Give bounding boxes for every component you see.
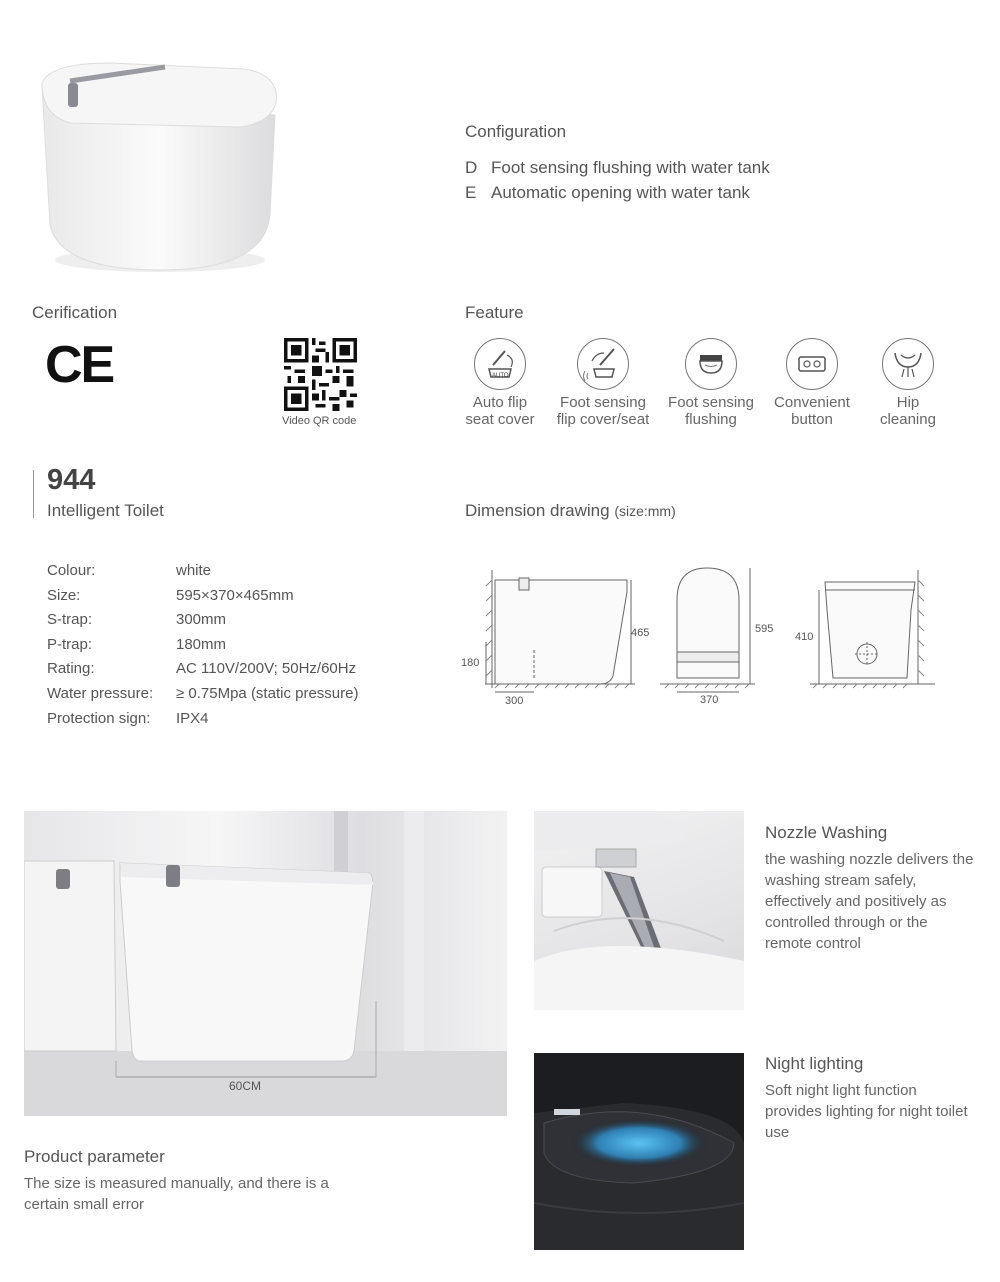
- spec-key: Colour:: [47, 562, 96, 579]
- spec-key: S-trap:: [47, 611, 93, 629]
- spec-row: [47, 611, 358, 636]
- qr-code-icon: [284, 338, 357, 411]
- ce-mark: CE: [45, 336, 114, 394]
- foot-sensing-flush-icon: [685, 338, 737, 390]
- spec-value: 300mm: [176, 611, 227, 629]
- product-parameter-desc: The size is measured manually, and there is a certain small error: [24, 1175, 329, 1213]
- dim-label-595: 595: [755, 623, 774, 635]
- qr-caption: Video QR code: [282, 415, 357, 427]
- spec-row: [47, 660, 358, 685]
- spec-value: 595×370×465mm: [176, 586, 294, 604]
- spec-value: 180mm: [176, 635, 227, 653]
- product-name: Intelligent Toilet: [47, 501, 164, 520]
- night-title: Night lighting: [765, 1054, 864, 1073]
- foot-sensing-flip-icon: [577, 338, 629, 390]
- spec-row: [47, 587, 358, 612]
- configuration-letter: E: [465, 183, 477, 202]
- spec-row: [47, 685, 358, 710]
- feature-label: Foot sensing: [668, 394, 754, 411]
- nozzle-title: Nozzle Washing: [765, 823, 888, 842]
- configuration-text: Automatic opening with water tank: [491, 183, 750, 202]
- hip-cleaning-icon: [882, 338, 934, 390]
- feature-label: flip cover/seat: [556, 411, 650, 428]
- auto-label: AUTO: [492, 373, 509, 379]
- title-divider: [33, 470, 34, 518]
- spec-value: AC 110V/200V; 50Hz/60Hz: [176, 660, 357, 678]
- feature-label: Foot sensing: [560, 394, 646, 411]
- product-hero-image: [30, 55, 290, 285]
- configuration-item: [465, 183, 770, 208]
- configuration-list: [465, 158, 770, 208]
- photo-measure-caption: 60CM: [229, 1079, 262, 1093]
- spec-key: Rating:: [47, 660, 95, 678]
- spec-row: [47, 562, 358, 587]
- configuration-text: Foot sensing flushing with water tank: [491, 158, 770, 177]
- feature-foot-sensing-flip: [553, 338, 653, 428]
- feature-label: cleaning: [880, 411, 936, 428]
- feature-label: Hip: [896, 394, 920, 411]
- dim-label-370: 370: [700, 694, 719, 706]
- spec-key: Protection sign:: [47, 709, 151, 727]
- spec-key: Size:: [47, 586, 81, 604]
- spec-key: Water pressure:: [47, 684, 154, 702]
- dim-label-300: 300: [505, 695, 524, 707]
- dim-label-410: 410: [795, 631, 814, 643]
- dimension-title-text: Dimension drawing: [465, 501, 610, 520]
- dim-label-465: 465: [631, 627, 650, 639]
- dimension-title: [465, 501, 676, 521]
- button-icon: [786, 338, 838, 390]
- nozzle-desc: the washing nozzle delivers the washing stream safely, effectively and positively as controlled through or the remote control: [765, 851, 974, 952]
- night-desc: Soft night light function provides lighting for night toilet use: [765, 1082, 968, 1141]
- configuration-title: Configuration: [465, 122, 567, 141]
- product-parameter-title: Product parameter: [24, 1147, 165, 1166]
- main-product-photo: [24, 811, 507, 1116]
- spec-table: [47, 562, 358, 734]
- model-number: 944: [47, 464, 96, 496]
- feature-hip-cleaning: [858, 338, 958, 428]
- spec-key: P-trap:: [47, 635, 93, 653]
- auto-flip-icon: [474, 338, 526, 390]
- feature-label: Convenient: [774, 394, 850, 411]
- feature-label: Auto flip: [472, 394, 528, 411]
- spec-row: [47, 636, 358, 661]
- spec-value: IPX4: [176, 709, 209, 727]
- feature-foot-sensing-flush: [661, 338, 761, 428]
- night-lighting-photo: [534, 1053, 744, 1250]
- configuration-item: [465, 158, 770, 183]
- certification-title: Cerification: [32, 303, 118, 322]
- feature-label: seat cover: [465, 411, 535, 428]
- configuration-letter: D: [465, 158, 478, 177]
- feature-label: button: [791, 411, 833, 428]
- spec-row: [47, 710, 358, 735]
- spec-value: ≥ 0.75Mpa (static pressure): [176, 684, 359, 702]
- feature-auto-flip: [450, 338, 550, 428]
- spec-value: white: [176, 562, 212, 579]
- dimension-drawing: [455, 560, 955, 720]
- feature-title: Feature: [465, 303, 524, 322]
- feature-convenient-button: [762, 338, 862, 428]
- feature-label: flushing: [685, 411, 737, 428]
- dim-label-180: 180: [461, 657, 480, 669]
- nozzle-photo: [534, 811, 744, 1010]
- dimension-unit: (size:mm): [614, 503, 676, 519]
